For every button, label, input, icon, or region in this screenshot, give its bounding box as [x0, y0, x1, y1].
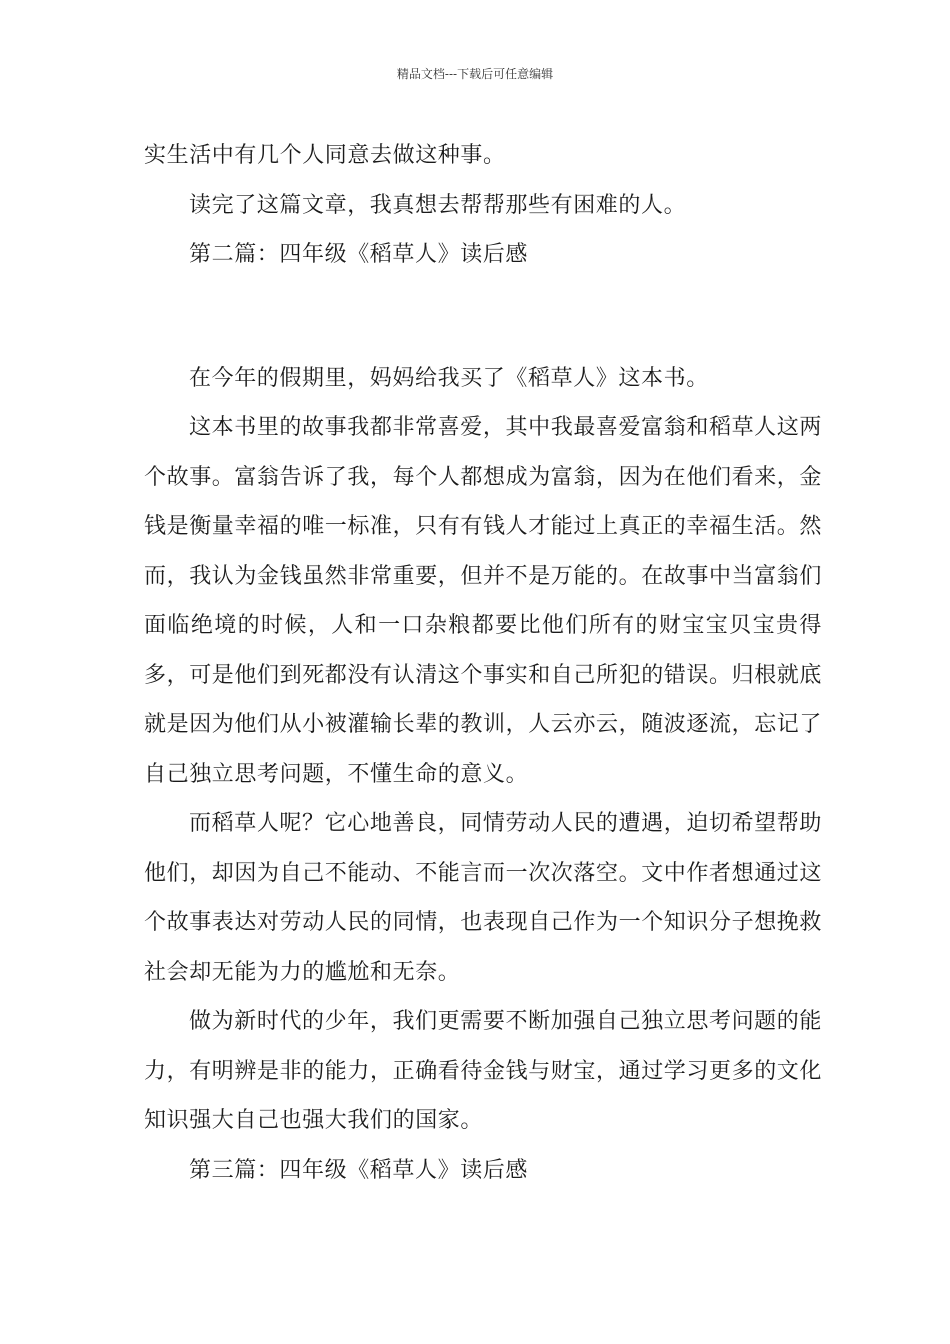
paragraph: 读完了这篇文章，我真想去帮帮那些有困难的人。	[189, 192, 687, 218]
section-heading-3: 第三篇：四年级《稻草人》读后感	[189, 1157, 529, 1183]
section-heading-2: 第二篇：四年级《稻草人》读后感	[189, 242, 529, 267]
paragraph: 在今年的假期里，妈妈给我买了《稻草人》这本书。	[189, 365, 709, 391]
paragraph: 而稻草人呢？它心地善良，同情劳动人民的遭遇，迫切希望帮助他们，却因为自己不能动、不能言而一次次落空。文中作者想通过这个故事表达对劳动人民的同情，也表现自己作为一个知识分子想挽救社会却无能为力的尴尬和无奈。	[144, 811, 823, 985]
paragraph-continued: 实生活中有几个人同意去做这种事。	[144, 143, 506, 168]
page-header: 精品文档---下载后可任意编辑	[396, 67, 554, 81]
paragraph: 做为新时代的少年，我们更需要不断加强自己独立思考问题的能力，有明辨是非的能力，正确看待金钱与财宝，通过学习更多的文化知识强大自己也强大我们的国家。	[144, 1009, 823, 1133]
blank-space	[144, 280, 822, 354]
paragraph: 这本书里的故事我都非常喜爱，其中我最喜爱富翁和稻草人这两个故事。富翁告诉了我，每个人都想成为富翁，因为在他们看来，金钱是衡量幸福的唯一标准，只有有钱人才能过上真正的幸福生活。然而，我认为金钱虽然非常重要，但并不是万能的。在故事中当富翁们面临绝境的时候，人和一口杂粮都要比他们所有的财宝宝贝宝贵得多，可是他们到死都没有认清这个事实和自己所犯的错误。归根就底就是因为他们从小被灌输长辈的教训，人云亦云，随波逐流，忘记了自己独立思考问题，不懂生命的意义。	[144, 415, 823, 787]
document-body	[144, 131, 822, 1195]
